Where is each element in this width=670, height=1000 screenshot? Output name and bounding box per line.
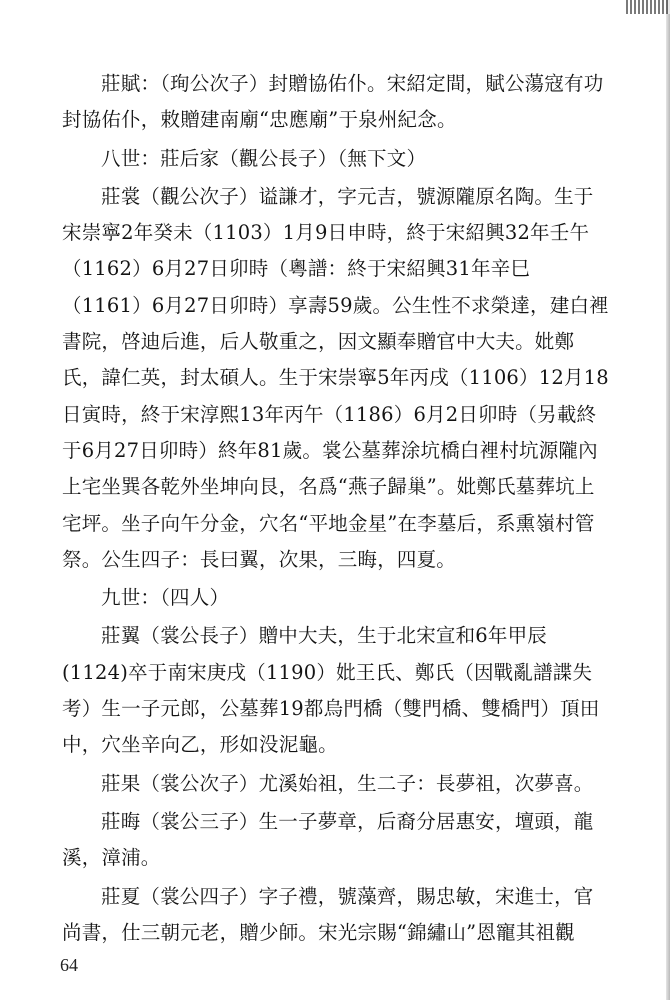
paragraph-zhuang-yi: 莊翼（裳公長子）贈中大夫，生于北宋宣和6年甲辰(1124)卒于南宋庚戌（1190）妣王氏、鄭氏（因戰亂譜諜失考）生一子元郎，公墓葬19都烏門橋（雙門橋、雙橋門）頂田中，穴坐辛向乙，形如没泥龜。 (62, 624, 600, 757)
paragraph-ninth-generation: 九世：（四人） (101, 586, 230, 610)
paragraph-zhuang-hui: 莊晦（裳公三子）生一子夢章，后裔分居惠安，壇頭，龍溪，漳浦。 (62, 809, 594, 870)
body-text (62, 66, 610, 953)
paragraph-eighth-generation: 八世：莊后家（觀公長子）（無下文） (101, 146, 427, 170)
paragraph-zhuang-guo: 莊果（裳公次子）尤溪始祖，生二子：長夢祖，次夢喜。 (101, 771, 594, 795)
paragraph-zhuang-chang: 莊裳（觀公次子）谥謙才，字元吉，號源隴原名陶。生于宋崇寧2年癸未（1103）1月9日申時，終于宋紹興32年壬午（1162）6月27日卯時（粵譜：終于宋紹興31年辛巳（1161）6月27日卯時）享壽59歲。公生性不求榮達，建白裡書院，啓迪后進，后人敬重之，因文顯奉贈官中大夫。妣鄭氏，諱仁英，封太碩人。生于宋崇寧5年丙戌（1106）12月18日寅時，終于宋淳熙13年丙午（1186）6月2日卯時（另載終于6月27日卯時）終年81歲。裳公墓葬涂坑橋白裡村坑源隴內上宅坐巽各乾外坐坤向艮，名爲“燕子歸巢”。妣鄭氏墓葬坑上宅坪。坐子向午分金，穴名“平地金星”在李墓后，系熏嶺村管祭。公生四子：長曰翼，次果，三晦，四夏。 (62, 184, 609, 571)
scan-edge (666, 0, 670, 1000)
paragraph-zhuang-fu: 莊賦：（珣公次子）封贈協佑仆。宋紹定間，賦公蕩寇有功封協佑仆，敕贈建南廟“忠應廟”于泉州紀念。 (62, 72, 604, 132)
paragraph-zhuang-xia: 莊夏（裳公四子）字子禮，號藻齊，賜忠敏，宋進士，官尚書，仕三朝元老，贈少師。宋光宗賜“錦繡山”恩寵其祖觀 (62, 884, 594, 944)
scan-artifact (626, 0, 670, 14)
page-number: 64 (60, 955, 78, 975)
